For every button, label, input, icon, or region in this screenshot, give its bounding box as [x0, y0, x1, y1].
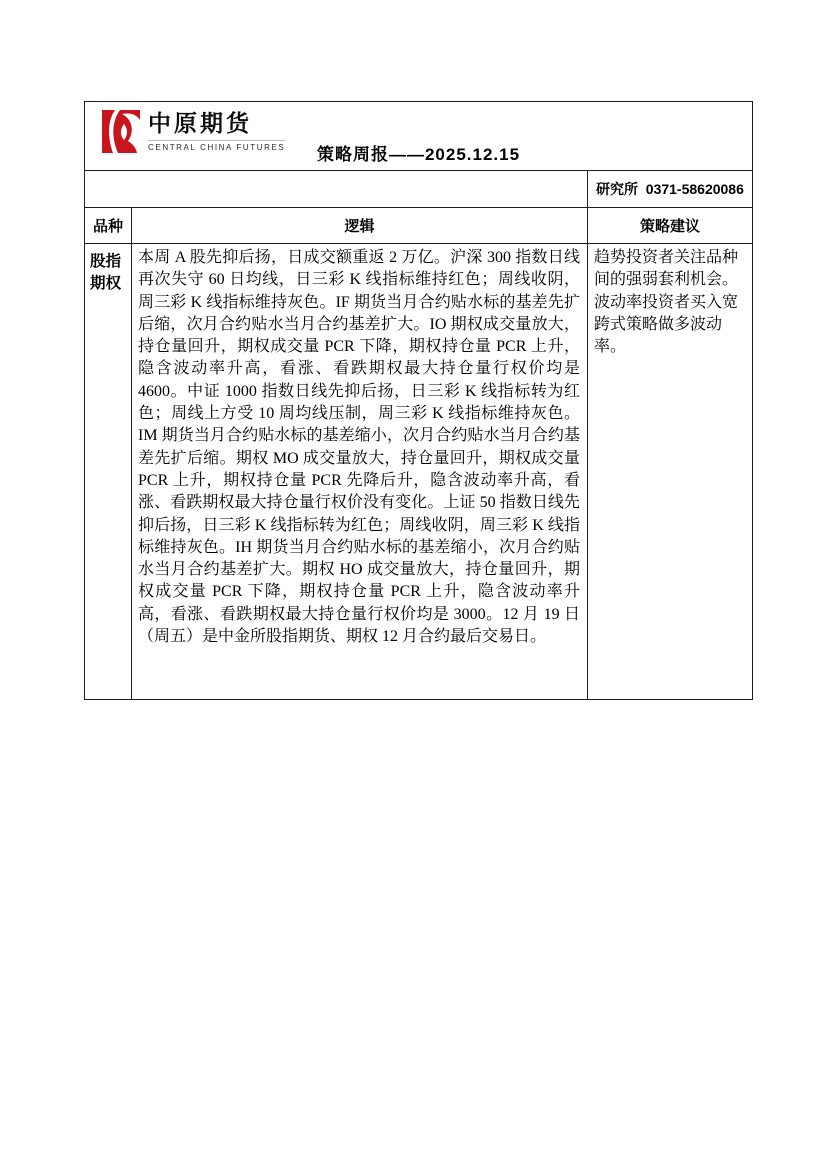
header-logic: 逻辑 — [131, 208, 587, 243]
report-table — [84, 101, 753, 700]
report-title: 策略周报——2025.12.15 — [316, 145, 521, 164]
research-office-contact: 研究所 0371-58620086 — [587, 171, 752, 207]
cell-logic: 本周 A 股先抑后扬，日成交额重返 2 万亿。沪深 300 指数日线再次失守 60 日均线，日三彩 K 线指标维持红色；周线收阴，周三彩 K 线指标维持灰色。IF 期货当月合约贴水标的基差先扩后缩，次月合约贴水当月合约基差扩大。IO 期权成交量放大，持仓量回升，期权成交量 PCR 下降，期权持仓量 PCR 上升，隐含波动率升高，看涨、看跌期权最大持仓量行权价均是 4600。中证 1000 指数日线先抑后扬，日三彩 K 线指标转为红色；周线上方受 10 周均线压制，周三彩 K 线指标维持灰色。IM 期货当月合约贴水标的基差缩小，次月合约贴水当月合约基差先扩后缩。期权 MO 成交量放大，持仓量回升，期权成交量 PCR 上升，期权持仓量 PCR 先降后升，隐含波动率升高，看涨、看跌期权最大持仓量行权价没有变化。上证 50 指数日线先抑后扬，日三彩 K 线指标转为红色；周线收阴，周三彩 K 线指标维持灰色。IH 期货当月合约贴水标的基差缩小，次月合约贴水当月合约基差扩大。期权 HO 成交量放大，持仓量回升，期权成交量 PCR 下降，期权持仓量 PCR 上升，隐含波动率升高，看涨、看跌期权最大持仓量行权价均是 3000。12 月 19 日（周五）是中金所股指期货、期权 12 月合约最后交易日。 — [131, 244, 587, 699]
header-strategy: 策略建议 — [587, 208, 752, 243]
table-row — [85, 244, 752, 699]
brand-row — [85, 102, 752, 171]
logo-tagline: CENTRAL CHINA FUTURES — [148, 140, 285, 152]
table-header-row — [85, 208, 752, 244]
office-row — [85, 171, 752, 208]
cell-strategy: 趋势投资者关注品种间的强弱套利机会。波动率投资者买入宽跨式策略做多波动率。 — [587, 244, 752, 699]
office-row-spacer — [85, 171, 587, 207]
cell-variety: 股指期权 — [90, 253, 122, 292]
logo-company-name: 中原期货 — [148, 111, 252, 136]
header-variety: 品种 — [92, 218, 123, 235]
